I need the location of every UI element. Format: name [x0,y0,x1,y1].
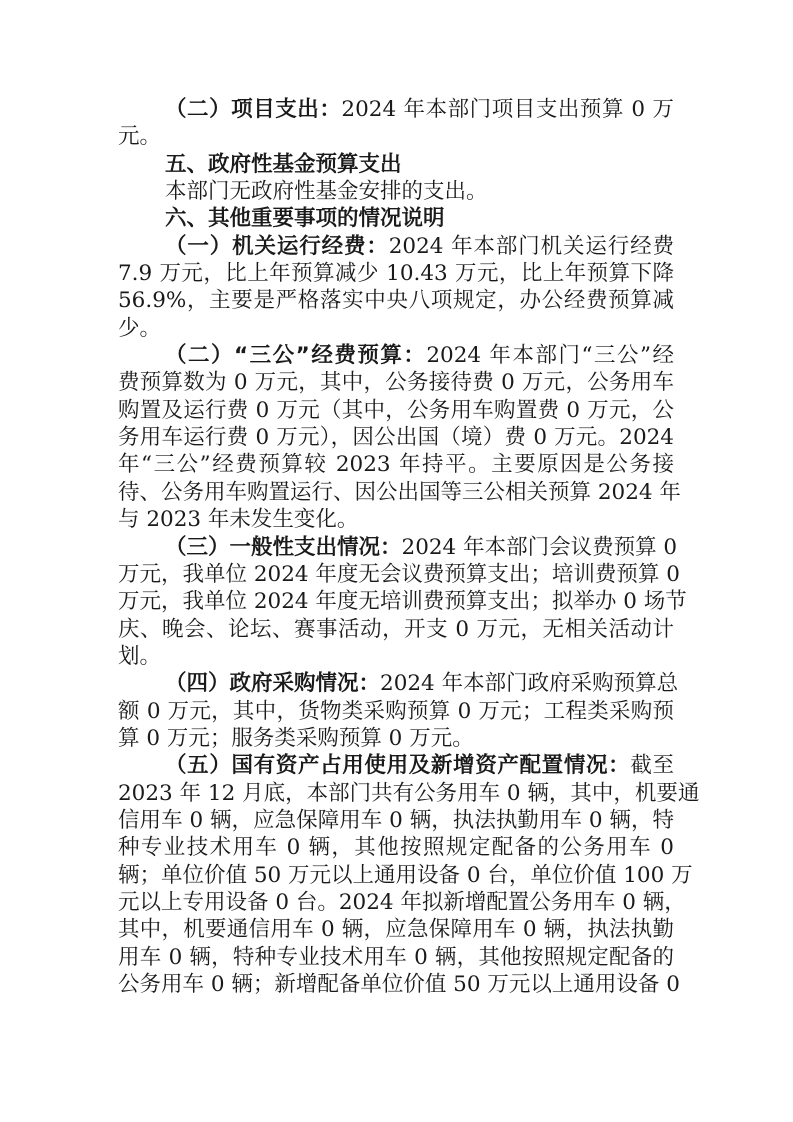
line-text: 用车 0 辆，特种专业技术用车 0 辆，其他按照规定配备的 [118,944,674,970]
text-line [118,670,679,697]
line-text: 56.9%，主要是严格落实中央八项规定，办公经费预算减 [118,288,674,314]
text-line [118,643,674,670]
text-line [118,807,674,834]
text-line [118,233,674,260]
text-line [118,96,674,123]
line-text: 7.9 万元，比上年预算减少 10.43 万元，比上年预算下降 [118,261,674,287]
line-text: 2024 年本部门机关运行经费 [388,233,674,259]
paragraph-gov-fund-text [118,178,674,205]
text-line [118,725,674,752]
line-text: 本部门无政府性基金安排的支出。 [165,179,488,205]
document-page [118,96,700,998]
text-line [118,397,674,424]
line-text: 2024 年本部门政府采购预算总 [380,671,679,697]
bold-lead: （四）政府采购情况： [165,671,381,697]
line-text: 其中，机要通信用车 0 辆，应急保障用车 0 辆，执法执勤 [118,917,674,943]
paragraph-project-expenditure [118,96,674,151]
text-line [118,424,674,451]
text-line [118,506,674,533]
bold-lead: （一）机关运行经费： [165,233,389,259]
text-line [118,616,674,643]
text-line [118,479,681,506]
text-line [118,315,674,342]
text-line [118,698,674,725]
paragraph-general-expenditure [118,534,687,671]
paragraph-state-assets [118,752,700,998]
bold-lead: 六、其他重要事项的情况说明 [165,206,445,232]
text-line [118,971,680,998]
line-text: 划。 [118,643,162,669]
text-line [118,752,674,779]
text-line [118,916,674,943]
line-text: 信用车 0 辆，应急保障用车 0 辆，执法执勤用车 0 辆，特 [118,807,674,833]
line-text: 2024 年本部门“三公”经 [426,343,674,369]
bold-lead: （二）“三公”经费预算： [165,343,427,369]
text-line [118,287,674,314]
text-line [118,369,674,396]
text-line [118,534,678,561]
line-text: 额 0 万元，其中，货物类采购预算 0 万元；工程类采购预 [118,698,674,724]
text-line [118,561,680,588]
line-text: 元。 [118,124,162,150]
bold-lead: （二）项目支出： [165,97,342,122]
paragraph-heading-6 [118,205,674,232]
line-text: 2023 年 12 月底，本部门共有公务用车 0 辆，其中，机要通 [118,780,700,806]
line-text: 算 0 万元；服务类采购预算 0 万元。 [118,725,474,751]
line-text: 与 2023 年未发生变化。 [118,507,359,533]
text-line [118,123,674,150]
text-line [118,260,674,287]
line-text: 待、公务用车购置运行、因公出国等三公相关预算 2024 年 [118,479,681,505]
paragraph-three-public-funds [118,342,681,533]
line-text: 少。 [118,315,162,341]
line-text: 购置及运行费 0 万元（其中，公务用车购置费 0 万元，公 [118,397,674,423]
text-line [118,862,693,889]
bold-lead: （三）一般性支出情况： [165,534,402,560]
line-text: 元以上专用设备 0 台。2024 年拟新增配置公务用车 0 辆， [118,889,686,915]
text-line [118,889,686,916]
line-text: 务用车运行费 0 万元），因公出国（境）费 0 万元。2024 [118,425,674,451]
line-text: 公务用车 0 辆；新增配备单位价值 50 万元以上通用设备 0 [118,972,680,997]
paragraph-operating-funds [118,233,674,342]
text-line [118,342,674,369]
line-text: 年“三公”经费预算较 2023 年持平。主要原因是公务接 [118,452,674,478]
text-line [118,588,687,615]
text-line [118,451,674,478]
section-heading [118,205,674,232]
line-text: 万元，我单位 2024 年度无培训费预算支出；拟举办 0 场节 [118,589,687,615]
line-text: 辆；单位价值 50 万元以上通用设备 0 台，单位价值 100 万 [118,862,693,888]
line-text: 截至 [630,753,674,779]
bold-lead: 五、政府性基金预算支出 [165,151,402,177]
text-line [118,944,674,971]
paragraph-gov-procurement [118,670,679,752]
text-line [118,178,674,205]
paragraph-heading-5 [118,151,674,178]
line-text: 2024 年本部门项目支出预算 0 万 [341,97,674,122]
line-text: 费预算数为 0 万元，其中，公务接待费 0 万元，公务用车 [118,370,674,396]
line-text: 庆、晚会、论坛、赛事活动，开支 0 万元，无相关活动计 [118,616,674,642]
bold-lead: （五）国有资产占用使用及新增资产配置情况： [165,753,631,779]
line-text: 2024 年本部门会议费预算 0 [401,534,678,560]
line-text: 万元，我单位 2024 年度无会议费预算支出；培训费预算 0 [118,561,680,587]
text-line [118,780,700,807]
text-line [118,834,674,861]
section-heading [118,151,674,178]
line-text: 种专业技术用车 0 辆，其他按照规定配备的公务用车 0 [118,835,674,861]
